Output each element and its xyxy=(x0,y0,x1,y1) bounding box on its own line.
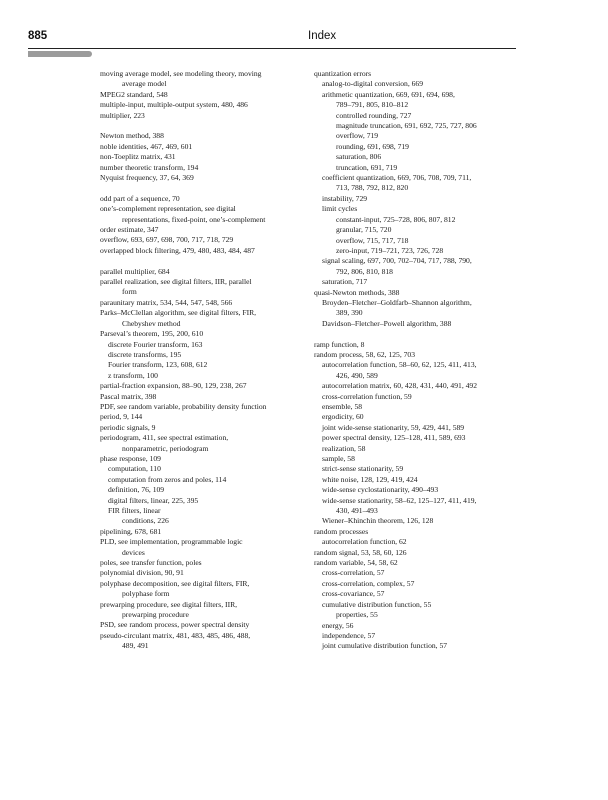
index-subentry: ergodicity, 60 xyxy=(322,412,364,422)
index-entry: multiple-input, multiple-output system, 480, 486 xyxy=(100,100,248,110)
index-column-left xyxy=(100,69,305,652)
index-subentry: nonparametric, periodogram xyxy=(122,443,209,453)
index-subentry: 389, 390 xyxy=(336,308,363,318)
index-subentry: discrete Fourier transform, 163 xyxy=(108,339,203,349)
index-subentry: coefficient quantization, 669, 706, 708, 709, 711, xyxy=(322,173,472,183)
index-subentry: cumulative distribution function, 55 xyxy=(322,599,432,609)
index-subentry: prewarping procedure xyxy=(122,610,189,620)
index-subentry: average model xyxy=(122,79,167,89)
index-entry: order estimate, 347 xyxy=(100,225,159,235)
index-entry: random process, 58, 62, 125, 703 xyxy=(314,349,416,359)
index-subentry: joint cumulative distribution function, 57 xyxy=(322,641,448,651)
index-entry: random processes xyxy=(314,526,369,536)
index-subentry: Broyden–Fletcher–Goldfarb–Shannon algorithm, xyxy=(322,297,472,307)
index-entry: periodogram, 411, see spectral estimation, xyxy=(100,433,229,443)
index-subentry: 792, 806, 810, 818 xyxy=(336,266,393,276)
index-entry: multiplier, 223 xyxy=(100,110,145,120)
index-entry: random signal, 53, 58, 60, 126 xyxy=(314,547,407,557)
index-subentry: analog-to-digital conversion, 669 xyxy=(322,79,424,89)
index-subentry: devices xyxy=(122,547,145,557)
index-subentry: autocorrelation function, 58–60, 62, 125, 411, 413, xyxy=(322,360,477,370)
index-subentry: 430, 491–493 xyxy=(336,506,378,516)
index-subentry: signal scaling, 697, 700, 702–704, 717, 788, 790, xyxy=(322,256,472,266)
index-entry: quasi-Newton methods, 388 xyxy=(314,287,400,297)
index-subentry: polyphase form xyxy=(122,589,170,599)
index-entry: polyphase decomposition, see digital filters, FIR, xyxy=(100,578,250,588)
index-subentry: rounding, 691, 698, 719 xyxy=(336,141,409,151)
index-entry: paraunitary matrix, 534, 544, 547, 548, 566 xyxy=(100,297,233,307)
index-subentry: power spectral density, 125–128, 411, 589, 693 xyxy=(322,433,466,443)
index-entry: Parks–McClellan algorithm, see digital filters, FIR, xyxy=(100,308,257,318)
index-subentry: controlled rounding, 727 xyxy=(336,110,412,120)
index-subentry: ensemble, 58 xyxy=(322,401,363,411)
index-subentry: saturation, 717 xyxy=(322,277,368,287)
index-subentry: cross-covariance, 57 xyxy=(322,589,385,599)
index-subentry: zero-input, 719–721, 723, 726, 728 xyxy=(336,245,444,255)
index-entry: parallel multiplier, 684 xyxy=(100,266,170,276)
index-subentry: Fourier transform, 123, 608, 612 xyxy=(108,360,208,370)
index-subentry: limit cycles xyxy=(322,204,358,214)
index-entry: polynomial division, 90, 91 xyxy=(100,568,184,578)
index-entry: overlapped block filtering, 479, 480, 483, 484, 487 xyxy=(100,245,255,255)
index-entry: one’s-complement representation, see digital xyxy=(100,204,236,214)
index-entry: periodic signals, 9 xyxy=(100,422,156,432)
index-subentry: Wiener–Khinchin theorem, 126, 128 xyxy=(322,516,434,526)
index-entry: odd part of a sequence, 70 xyxy=(100,193,180,203)
index-subentry: representations, fixed-point, one’s-complement xyxy=(122,214,266,224)
index-entry: Newton method, 388 xyxy=(100,131,164,141)
index-entry: poles, see transfer function, poles xyxy=(100,558,202,568)
index-entry: non-Toeplitz matrix, 431 xyxy=(100,152,176,162)
index-entry: ramp function, 8 xyxy=(314,339,365,349)
index-entry: pipelining, 678, 681 xyxy=(100,526,162,536)
index-entry: number theoretic transform, 194 xyxy=(100,162,199,172)
index-subentry: autocorrelation function, 62 xyxy=(322,537,407,547)
index-entry: prewarping procedure, see digital filters, IIR, xyxy=(100,599,238,609)
index-subentry: computation from zeros and poles, 114 xyxy=(108,474,227,484)
index-subentry: saturation, 806 xyxy=(336,152,382,162)
letter-group-gap xyxy=(100,183,305,193)
index-entry: PSD, see random process, power spectral density xyxy=(100,620,250,630)
index-subentry: cross-correlation, 57 xyxy=(322,568,385,578)
index-entry: MPEG2 standard, 548 xyxy=(100,89,168,99)
index-column-right xyxy=(314,69,524,652)
index-entry: overflow, 693, 697, 698, 700, 717, 718, 729 xyxy=(100,235,234,245)
running-head: Index xyxy=(308,30,337,42)
index-entry: phase response, 109 xyxy=(100,453,161,463)
index-entry: partial-fraction expansion, 88–90, 129, 238, 267 xyxy=(100,381,247,391)
index-subentry: digital filters, linear, 225, 395 xyxy=(108,495,199,505)
index-subentry: joint wide-sense stationarity, 59, 429, 441, 589 xyxy=(322,422,465,432)
index-subentry: 426, 490, 589 xyxy=(336,370,378,380)
index-subentry: constant-input, 725–728, 806, 807, 812 xyxy=(336,214,456,224)
index-entry: random variable, 54, 58, 62 xyxy=(314,558,398,568)
index-entry: Pascal matrix, 398 xyxy=(100,391,157,401)
index-entry: period, 9, 144 xyxy=(100,412,143,422)
index-subentry: overflow, 719 xyxy=(336,131,379,141)
index-subentry: instability, 729 xyxy=(322,193,368,203)
index-subentry: truncation, 691, 719 xyxy=(336,162,398,172)
index-subentry: Chebyshev method xyxy=(122,318,181,328)
index-entry: PDF, see random variable, probability density function xyxy=(100,401,267,411)
page-number: 885 xyxy=(28,30,48,42)
index-subentry: properties, 55 xyxy=(336,610,378,620)
index-subentry: realization, 58 xyxy=(322,443,366,453)
index-entry: moving average model, see modeling theory, moving xyxy=(100,69,262,78)
index-subentry: arithmetic quantization, 669, 691, 694, 698, xyxy=(322,89,455,99)
index-subentry: sample, 58 xyxy=(322,454,355,464)
thumb-tab xyxy=(28,51,92,57)
index-entry: noble identities, 467, 469, 601 xyxy=(100,141,193,151)
index-subentry: form xyxy=(122,287,137,297)
page-header xyxy=(28,30,516,50)
index-subentry: FIR filters, linear xyxy=(108,506,161,516)
index-subentry: wide-sense cyclostationarity, 490–493 xyxy=(322,485,439,495)
index-entry: pseudo-circulant matrix, 481, 483, 485, 486, 488, xyxy=(100,630,251,640)
index-entry: Nyquist frequency, 37, 64, 369 xyxy=(100,173,194,183)
index-entry: parallel realization, see digital filters, IIR, parallel xyxy=(100,277,252,287)
index-subentry: conditions, 226 xyxy=(122,516,169,526)
index-subentry: computation, 110 xyxy=(108,464,161,474)
index-entry: PLD, see implementation, programmable logic xyxy=(100,537,243,547)
index-subentry: strict-sense stationarity, 59 xyxy=(322,464,404,474)
index-subentry: wide-sense stationarity, 58–62, 125–127, 411, 419, xyxy=(322,495,477,505)
index-subentry: z transform, 100 xyxy=(108,370,158,380)
index-subentry: independence, 57 xyxy=(322,630,376,640)
index-subentry: 713, 788, 792, 812, 820 xyxy=(336,183,409,193)
index-subentry: 489, 491 xyxy=(122,641,149,651)
index-subentry: energy, 56 xyxy=(322,620,354,630)
index-subentry: white noise, 128, 129, 419, 424 xyxy=(322,474,418,484)
index-entry: Parseval’s theorem, 195, 200, 610 xyxy=(100,329,204,339)
index-subentry: cross-correlation, complex, 57 xyxy=(322,578,415,588)
index-subentry: autocorrelation matrix, 60, 428, 431, 440, 491, 492 xyxy=(322,381,478,391)
index-subentry: definition, 76, 109 xyxy=(108,485,165,495)
header-rule xyxy=(28,48,516,49)
letter-group-gap xyxy=(100,256,305,266)
letter-group-gap xyxy=(100,121,305,131)
index-subentry: Davidson–Fletcher–Powell algorithm, 388 xyxy=(322,318,452,328)
index-subentry: 789–791, 805, 810–812 xyxy=(336,100,409,110)
letter-group-gap xyxy=(314,329,524,339)
index-entry: quantization errors xyxy=(314,69,372,78)
index-subentry: granular, 715, 720 xyxy=(336,225,392,235)
index-subentry: discrete transforms, 195 xyxy=(108,349,182,359)
index-subentry: overflow, 715, 717, 718 xyxy=(336,235,409,245)
index-subentry: magnitude truncation, 691, 692, 725, 727, 806 xyxy=(336,121,477,131)
index-subentry: cross-correlation function, 59 xyxy=(322,391,412,401)
